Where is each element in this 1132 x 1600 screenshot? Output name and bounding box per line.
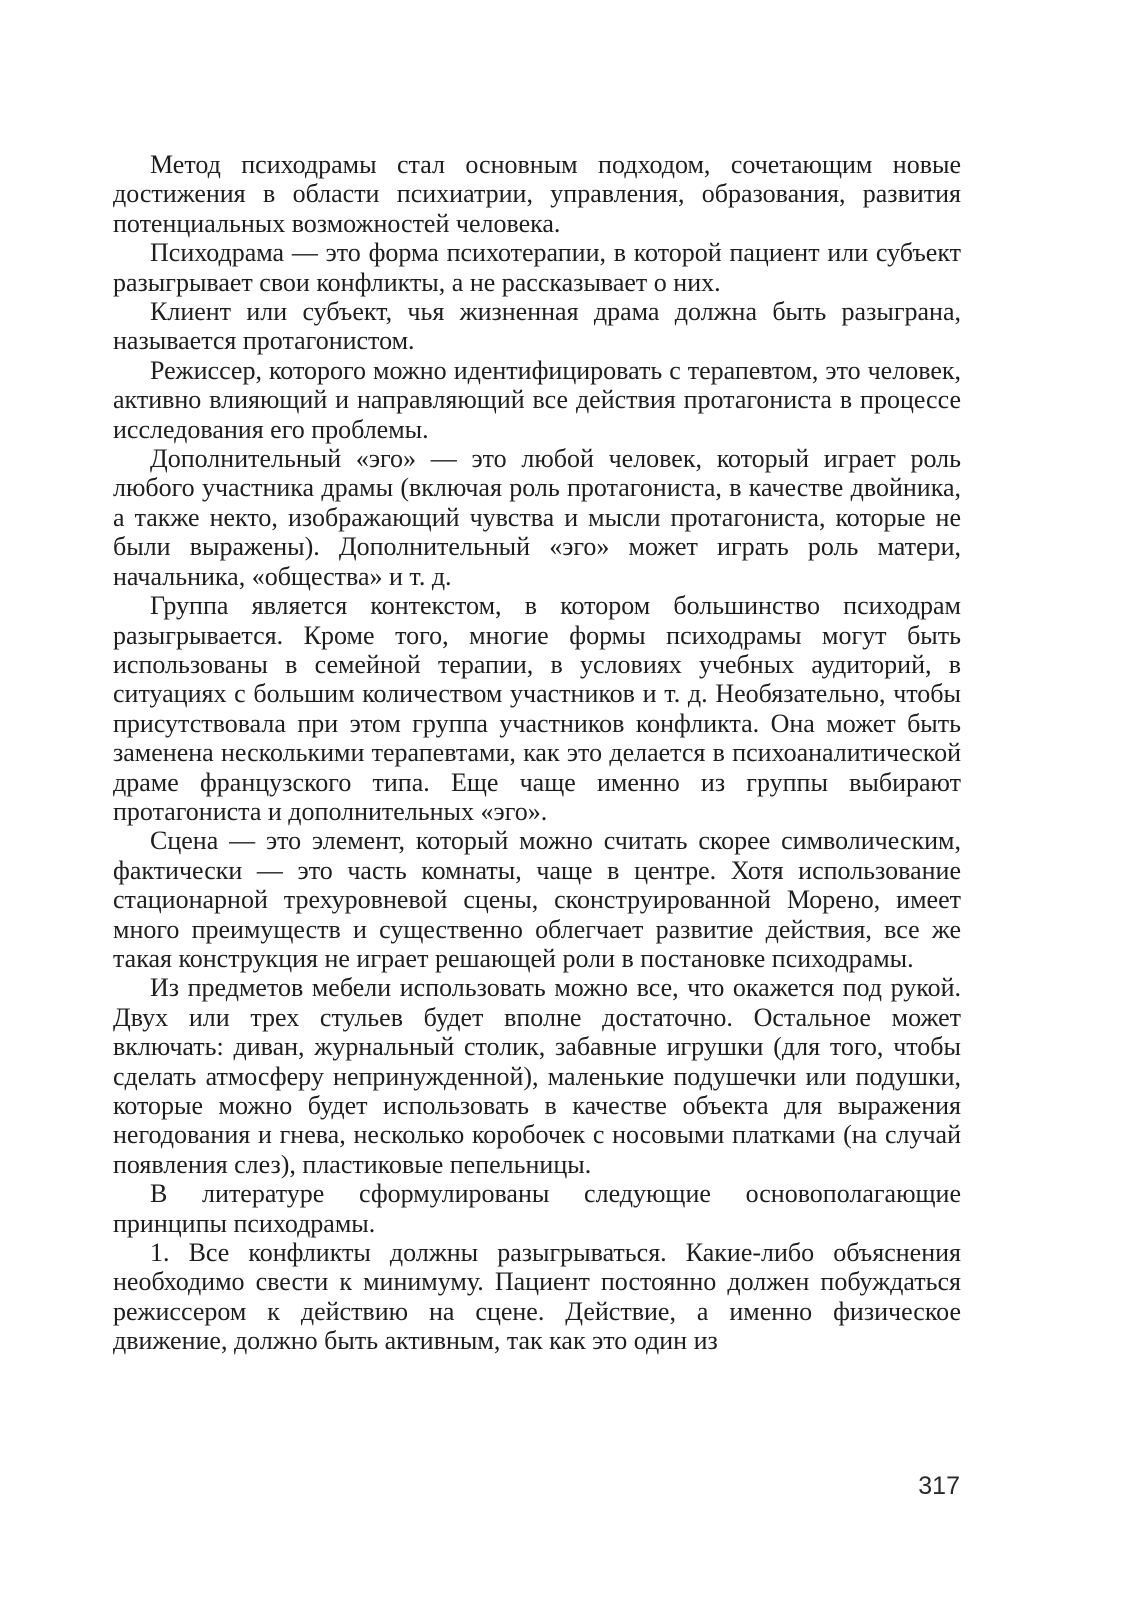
paragraph-principles-intro: В литературе сформулированы следующие основополагающие принципы психодрамы. xyxy=(113,1179,961,1238)
paragraph-protagonist: Клиент или субъект, чья жизненная драма должна быть разыграна, называется протагонистом. xyxy=(113,297,961,356)
paragraph-method: Метод психодрамы стал основным подходом, сочетающим новые достижения в области психиатрии, управления, образования, развития потенциальных возможностей человека. xyxy=(113,150,961,238)
page-number: 317 xyxy=(918,1472,960,1500)
paragraph-auxiliary-ego: Дополнительный «эго» — это любой человек, который играет роль любого участника драмы (включая роль протагониста, в качестве двойника, а также некто, изображающий чувства и мысли протагониста, которые не были выражены). Дополнительный «эго» может играть роль матери, начальника, «общества» и т. д. xyxy=(113,444,961,591)
paragraph-psychodrama-definition: Психодрама — это форма психотерапии, в которой пациент или субъект разыгрывает свои конфликты, а не рассказывает о них. xyxy=(113,238,961,297)
body-text xyxy=(113,150,961,1356)
paragraph-director: Режиссер, которого можно идентифицировать с терапевтом, это человек, активно влияющий и направляющий все действия протагониста в процессе исследования его проблемы. xyxy=(113,355,961,444)
paragraph-stage: Сцена — это элемент, который можно считать скорее символическим, фактически — это часть комнаты, чаще в центре. Хотя использование стационарной трехуровневой сцены, сконструированной Морено, имеет много преимуществ и существенно облегчает развитие действия, все же такая конструкция не играет решающей роли в постановке психодрамы. xyxy=(113,826,961,973)
paragraph-furniture: Из предметов мебели использовать можно все, что окажется под рукой. Двух или трех стульев будет вполне достаточно. Остальное может включать: диван, журнальный столик, забавные игрушки (для того, чтобы сделать атмосферу непринужденной), маленькие подушечки или подушки, которые можно будет использовать в качестве объекта для выражения негодования и гнева, несколько коробочек с носовыми платками (на случай появления слез), пластиковые пепельницы. xyxy=(113,973,961,1179)
paragraph-principle-1: 1. Все конфликты должны разыгрываться. Какие-либо объяснения необходимо свести к минимуму. Пациент постоянно должен побуждаться режиссером к действию на сцене. Действие, а именно физическое движение, должно быть активным, так как это один из xyxy=(113,1238,961,1356)
paragraph-group: Группа является контекстом, в котором большинство психодрам разыгрывается. Кроме того, многие формы психодрамы могут быть использованы в семейной терапии, в условиях учебных аудиторий, в ситуациях с большим количеством участников и т. д. Необязательно, чтобы присутствовала при этом группа участников конфликта. Она может быть заменена несколькими терапевтами, как это делается в психоаналитической драме французского типа. Еще чаще именно из группы выбирают протагониста и дополнительных «эго». xyxy=(113,591,961,826)
